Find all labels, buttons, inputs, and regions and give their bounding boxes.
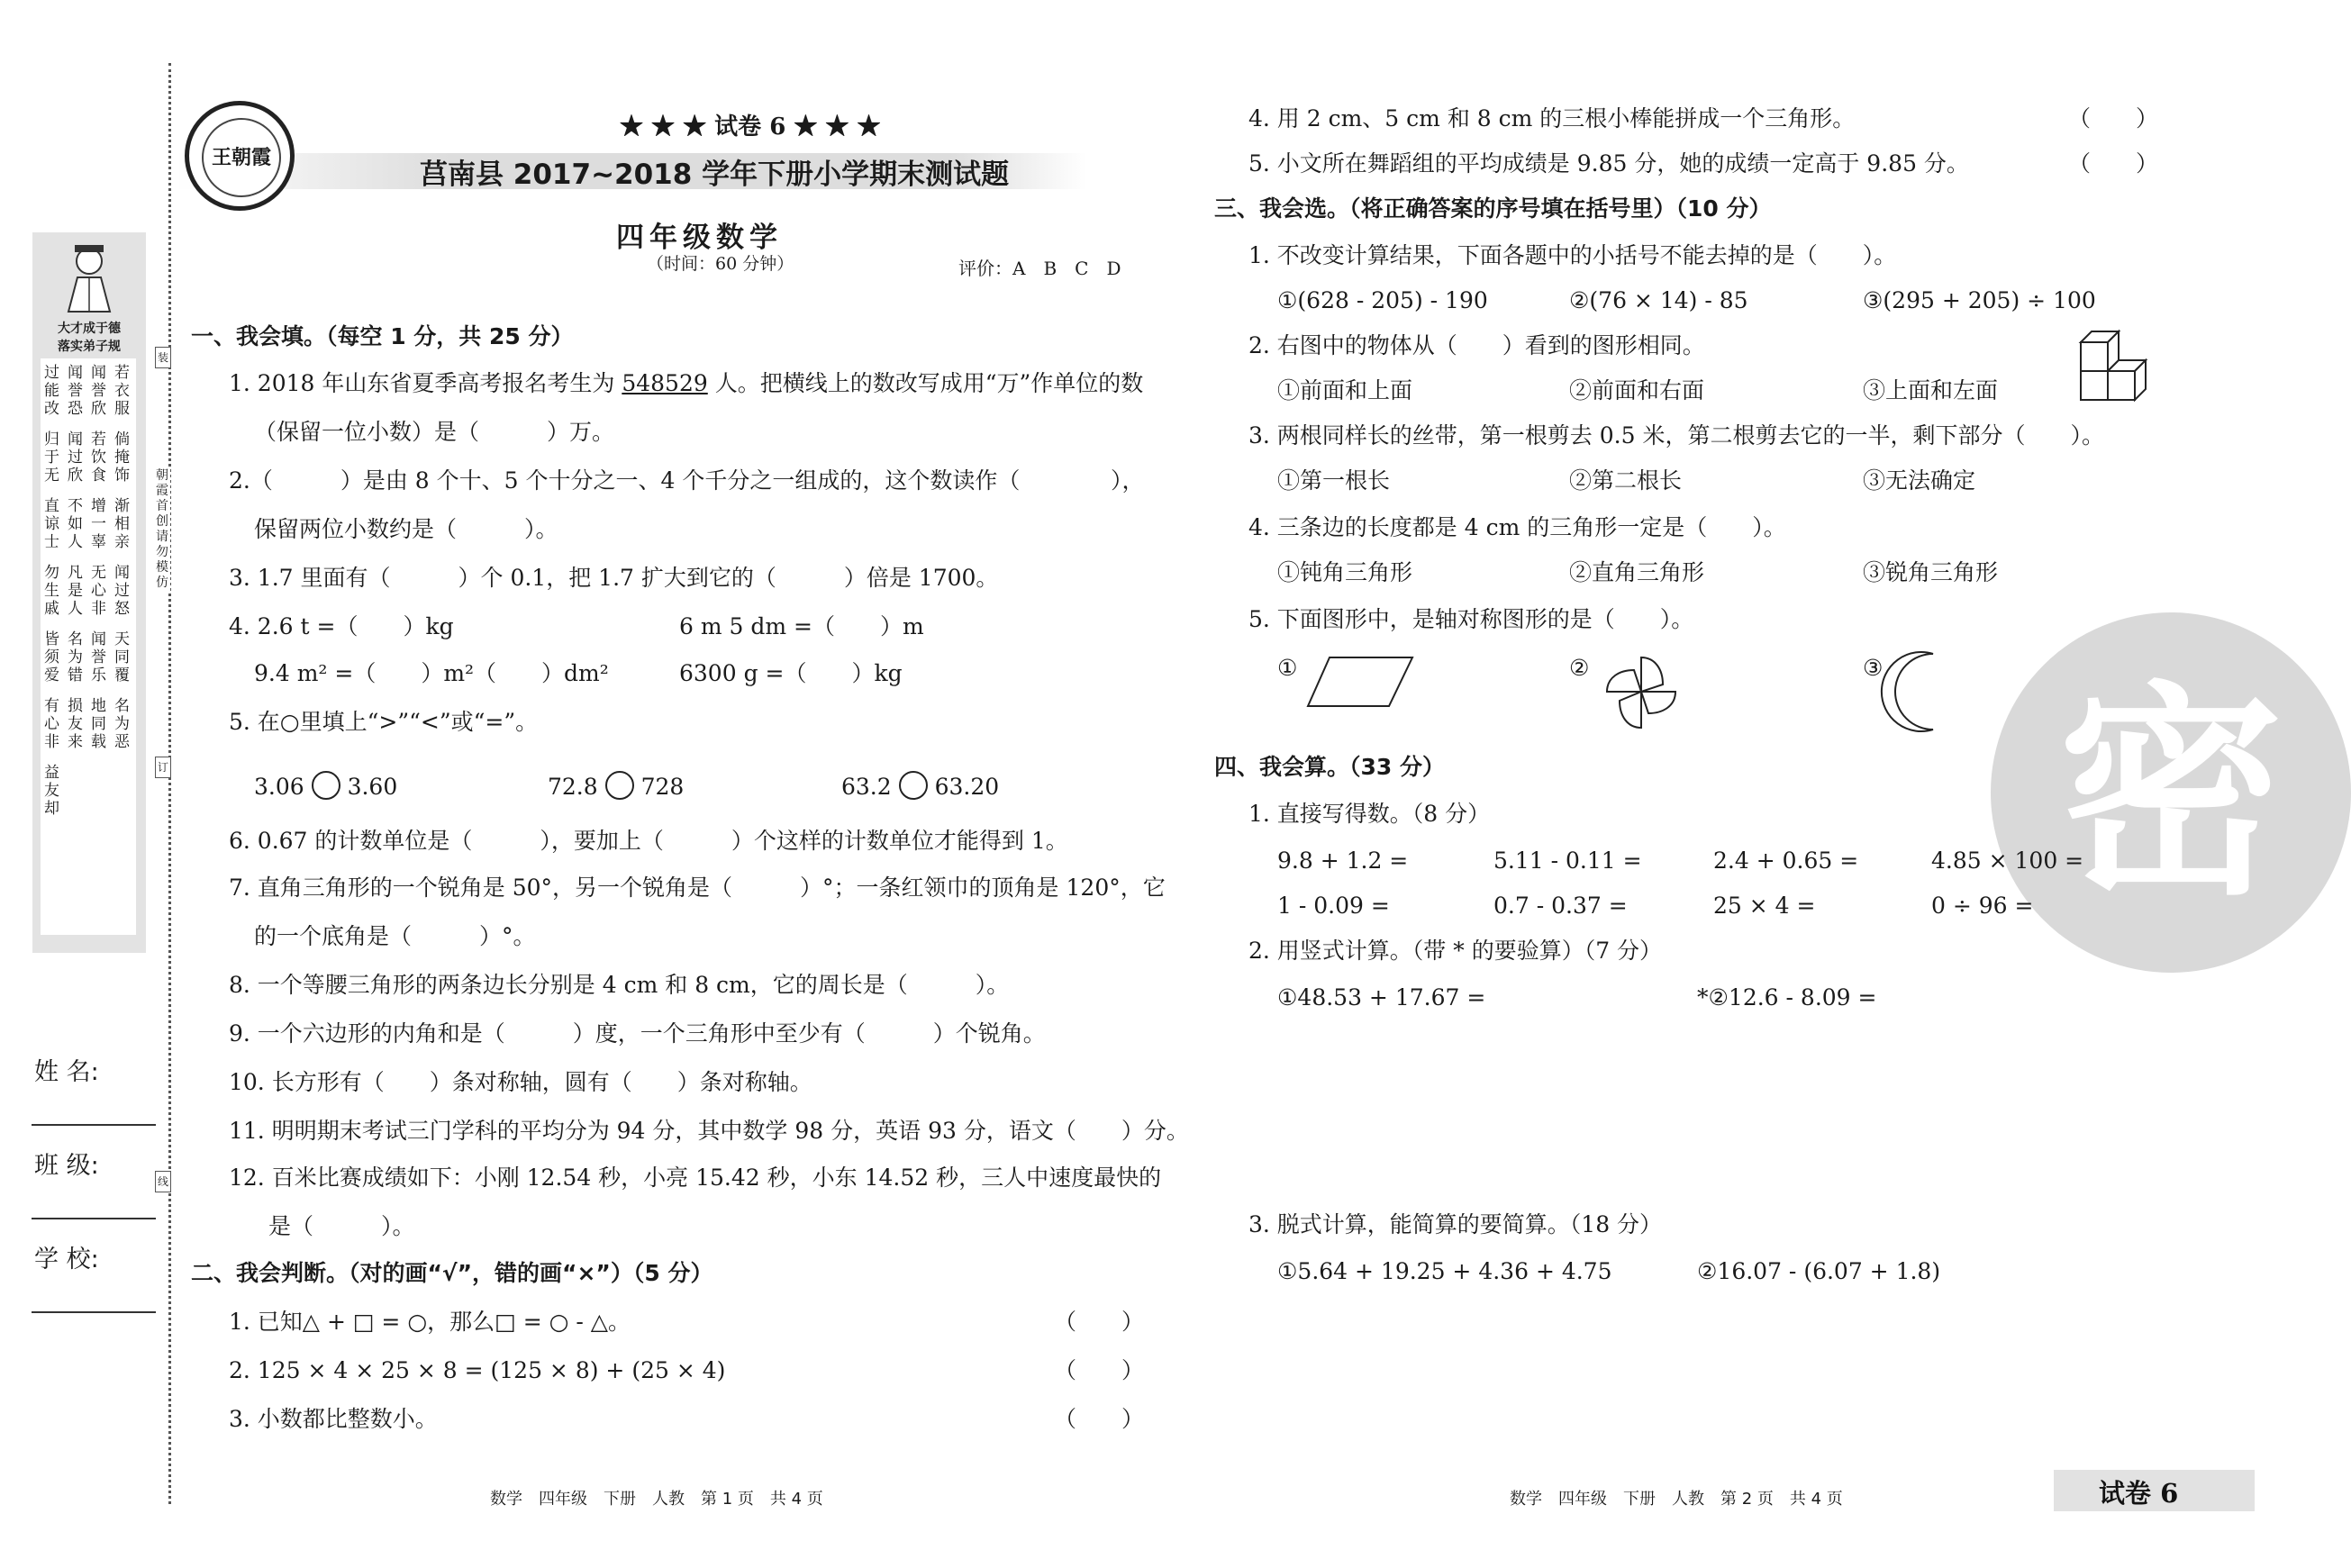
choice-q4-opt-2[interactable]: ②直角三角形: [1569, 559, 1705, 585]
choice-q4-opt-3[interactable]: ③锐角三角形: [1863, 559, 1999, 585]
judge-item-4: 4. 用 2 cm、5 cm 和 8 cm 的三根小棒能拼成一个三角形。: [1248, 105, 1856, 131]
proverb-column: 有心非: [44, 697, 59, 751]
binding-line: [168, 63, 171, 1504]
gutter-mark-2: 订: [155, 757, 171, 778]
compare-item-3: 63.2 63.20: [841, 771, 999, 802]
brand-seal-text: 王朝霞: [202, 118, 281, 197]
crescent-figure: [1888, 648, 1951, 735]
choice-q3: 3. 两根同样长的丝带，第一根剪去 0.5 米，第二根剪去它的一半，剩下部分（ ）。: [1248, 422, 2104, 449]
q1-7-line-2: 的一个底角是（ ）°。: [254, 923, 536, 949]
motto-line-2: 落实弟子规: [58, 340, 121, 354]
choice-q3-opt-2[interactable]: ②第二根长: [1569, 467, 1683, 494]
scholar-figure-icon: [59, 241, 119, 313]
proverb-column: 闻过怒: [114, 564, 130, 618]
calc-q1: 1. 直接写得数。（8 分）: [1248, 801, 1491, 827]
proverb-column: 名为错: [68, 630, 83, 684]
judge-item-2: 2. 125 × 4 × 25 × 8 = (125 × 8) + (25 × 4): [229, 1357, 726, 1383]
choice-q1-opt-2[interactable]: ②(76 × 14) - 85: [1569, 287, 1748, 313]
choice-q5-label-3[interactable]: ③: [1863, 655, 1884, 681]
q1-5: 5. 在○里填上“>”“<”或“=”。: [229, 709, 539, 735]
page-title: 莒南县 2017~2018 学年下册小学期末测试题: [420, 159, 1010, 191]
calc-q2: 2. 用竖式计算。（带 * 的要验算）（7 分）: [1248, 938, 1663, 964]
judge-item-1: 1. 已知△ + □ = ○，那么□ = ○ - △。: [229, 1309, 631, 1335]
calc-q1-r2-3: 25 × 4 =: [1713, 893, 1816, 919]
proverb-column: 渐相亲: [114, 497, 130, 551]
proverb-column: 若衣服: [114, 364, 130, 418]
calc-q1-r1-1: 9.8 + 1.2 =: [1277, 847, 1409, 874]
q1-4-b1: 9.4 m² =（ ）m²（ ）dm²: [254, 660, 609, 686]
time-limit: （时间：60 分钟）: [647, 254, 794, 274]
choice-q4: 4. 三条边的长度都是 4 cm 的三角形一定是（ ）。: [1248, 514, 1786, 540]
q1-6: 6. 0.67 的计数单位是（ ），要加上（ ）个这样的计数单位才能得到 1。: [229, 828, 1068, 854]
grade-scale: 评价：A B C D: [958, 258, 1121, 279]
judge-item-5: 5. 小文所在舞蹈组的平均成绩是 9.85 分，她的成绩一定高于 9.85 分。: [1248, 150, 1969, 177]
choice-q5: 5. 下面图形中，是轴对称图形的是（ ）。: [1248, 606, 1694, 632]
proverb-column: 归于无: [44, 431, 59, 485]
class-label: 班 级:: [34, 1152, 99, 1180]
secret-stamp: 密: [1991, 612, 2351, 973]
cube-stack-figure: [2075, 328, 2165, 403]
proverb-column: 闻誉欣: [91, 364, 106, 418]
q1-2-paren-end: ），: [1111, 467, 1145, 494]
choice-q1-opt-1[interactable]: ①(628 - 205) - 190: [1277, 287, 1488, 313]
proverb-column: 地同载: [91, 697, 106, 751]
judge-item-3: 3. 小数都比整数小。: [229, 1406, 438, 1432]
judge-answer-1[interactable]: （ ）: [1054, 1309, 1145, 1335]
q1-7-line-1: 7. 直角三角形的一个锐角是 50°，另一个锐角是（ ）°；一条红领巾的顶角是 120°，它: [229, 875, 1166, 901]
q1-2-line-1: 2.（ ）是由 8 个十、5 个十分之一、4 个千分之一组成的，这个数读作（: [229, 467, 1021, 494]
pinwheel-figure: [1596, 650, 1686, 733]
choice-q5-label-1[interactable]: ①: [1277, 655, 1298, 681]
proverb-column: 增一辜: [91, 497, 106, 551]
choice-q3-opt-1[interactable]: ①第一根长: [1277, 467, 1391, 494]
choice-q5-label-2[interactable]: ②: [1569, 655, 1590, 681]
proverb-column: 益友却: [44, 764, 59, 818]
choice-q2-opt-2[interactable]: ②前面和右面: [1569, 377, 1705, 403]
q1-4-a1: 4. 2.6 t =（ ）kg: [229, 613, 454, 639]
paper-tag-text: 试卷 6: [2099, 1478, 2179, 1509]
q1-2-line-2: 保留两位小数约是（ ）。: [254, 516, 558, 542]
q1-12-line-2: 是（ ）。: [268, 1213, 415, 1239]
proverb-column: 闻誉恐: [68, 364, 83, 418]
calc-q1-r2-4: 0 ÷ 96 =: [1931, 893, 2034, 919]
q1-11: 11. 明明期末考试三门学科的平均分为 94 分，其中数学 98 分，英语 93 分，语文（ ）分。: [229, 1118, 1189, 1144]
q1-4-b2: 6300 g =（ ）kg: [679, 660, 903, 686]
name-label: 姓 名:: [34, 1058, 99, 1086]
choice-q3-opt-3[interactable]: ③无法确定: [1863, 467, 1976, 494]
proverb-column: 不如人: [68, 497, 83, 551]
motto-line-1: 大才成于德: [58, 322, 121, 336]
q1-10: 10. 长方形有（ ）条对称轴，圆有（ ）条对称轴。: [229, 1069, 812, 1095]
calc-q2-item-1: ①48.53 + 17.67 =: [1277, 984, 1486, 1011]
q1-8: 8. 一个等腰三角形的两条边长分别是 4 cm 和 8 cm，它的周长是（ ）。: [229, 972, 1010, 998]
proverb-column: 倘掩饰: [114, 431, 130, 485]
calc-q1-r1-4: 4.85 × 100 =: [1931, 847, 2084, 874]
q1-9: 9. 一个六边形的内角和是（ ）度，一个三角形中至少有（ ）个锐角。: [229, 1020, 1046, 1047]
calc-q3-item-1: ①5.64 + 19.25 + 4.36 + 4.75: [1277, 1258, 1612, 1284]
choice-q2: 2. 右图中的物体从（ ）看到的图形相同。: [1248, 332, 1705, 358]
section-1-title: 一、我会填。（每空 1 分，共 25 分）: [191, 323, 574, 349]
gutter-mark-1: 装: [155, 347, 171, 368]
proverb-column: 无心非: [91, 564, 106, 618]
section-2-title: 二、我会判断。（对的画“√”，错的画“×”）（5 分）: [191, 1260, 713, 1286]
proverb-column: 名为恶: [114, 697, 130, 751]
calc-q1-r2-2: 0.7 - 0.37 =: [1493, 893, 1628, 919]
q1-3: 3. 1.7 里面有（ ）个 0.1，把 1.7 扩大到它的（ ）倍是 1700。: [229, 565, 999, 591]
school-field[interactable]: [32, 1311, 156, 1313]
school-label: 学 校:: [34, 1246, 99, 1273]
gutter-note: 朝霞首创 请勿模仿: [156, 468, 168, 590]
subject-title: 四年级数学: [616, 222, 783, 254]
q1-1-line-1: 1. 2018 年山东省夏季高考报名考生为 548529 人。把横线上的数改写成用“万”作单位的数: [229, 370, 1144, 396]
footer-right: 数学 四年级 下册 人教 第 2 页 共 4 页: [1510, 1490, 1843, 1509]
q1-4-a2: 6 m 5 dm =（ ）m: [679, 613, 924, 639]
parallelogram-figure: [1304, 652, 1416, 711]
calc-q3: 3. 脱式计算，能简算的要简算。（18 分）: [1248, 1211, 1663, 1237]
class-field[interactable]: [32, 1218, 156, 1219]
proverb-grid: [41, 358, 136, 935]
calc-q1-r1-3: 2.4 + 0.65 =: [1713, 847, 1859, 874]
proverb-column: 勿生戚: [44, 564, 59, 618]
choice-q4-opt-1[interactable]: ①钝角三角形: [1277, 559, 1413, 585]
compare-circle[interactable]: [605, 771, 634, 800]
section-4-title: 四、我会算。（33 分）: [1214, 754, 1445, 780]
proverb-column: 损友来: [68, 697, 83, 751]
proverb-column: 直谅士: [44, 497, 59, 551]
proverb-column: 凡是人: [68, 564, 83, 618]
sidebar-proverb-panel: [32, 232, 146, 953]
proverb-column: 若饮食: [91, 431, 106, 485]
compare-item-1: 3.06 3.60: [254, 771, 397, 802]
gutter-mark-3: 线: [155, 1171, 171, 1192]
paper-number: ★ ★ ★ 试卷 6 ★ ★ ★: [620, 113, 881, 140]
calc-q1-r2-1: 1 - 0.09 =: [1277, 893, 1390, 919]
judge-answer-2[interactable]: （ ）: [1054, 1357, 1145, 1383]
brand-seal: [185, 101, 295, 211]
choice-q2-opt-3[interactable]: ③上面和左面: [1863, 377, 1999, 403]
choice-q1: 1. 不改变计算结果，下面各题中的小括号不能去掉的是（ ）。: [1248, 242, 1897, 268]
footer-left: 数学 四年级 下册 人教 第 1 页 共 4 页: [490, 1490, 823, 1509]
calc-q1-r1-2: 5.11 - 0.11 =: [1493, 847, 1642, 874]
judge-answer-3[interactable]: （ ）: [1054, 1406, 1145, 1432]
calc-q3-item-2: ②16.07 - (6.07 + 1.8): [1697, 1258, 1941, 1284]
compare-item-2: 72.8 728: [548, 771, 684, 802]
proverb-column: 皆须爱: [44, 630, 59, 684]
section-3-title: 三、我会选。（将正确答案的序号填在括号里）（10 分）: [1214, 195, 1772, 222]
compare-circle[interactable]: [312, 771, 340, 800]
calc-q2-item-2: *②12.6 - 8.09 =: [1697, 984, 1877, 1011]
compare-circle[interactable]: [899, 771, 928, 800]
proverb-column: 闻过欣: [68, 431, 83, 485]
choice-q2-opt-1[interactable]: ①前面和上面: [1277, 377, 1413, 403]
q1-1-line-2: （保留一位小数）是（ ）万。: [254, 419, 615, 445]
judge-answer-5[interactable]: （ ）: [2068, 150, 2159, 177]
q1-12-line-1: 12. 百米比赛成绩如下：小刚 12.54 秒，小亮 15.42 秒，小东 14.52 秒，三人中速度最快的: [229, 1165, 1162, 1191]
choice-q1-opt-3[interactable]: ③(295 + 205) ÷ 100: [1863, 287, 2096, 313]
paper-tag: [2054, 1470, 2255, 1511]
name-field[interactable]: [32, 1124, 156, 1126]
proverb-column: 天同覆: [114, 630, 130, 684]
proverb-column: 过能改: [44, 364, 59, 418]
judge-answer-4[interactable]: （ ）: [2068, 105, 2159, 131]
proverb-column: 闻誉乐: [91, 630, 106, 684]
